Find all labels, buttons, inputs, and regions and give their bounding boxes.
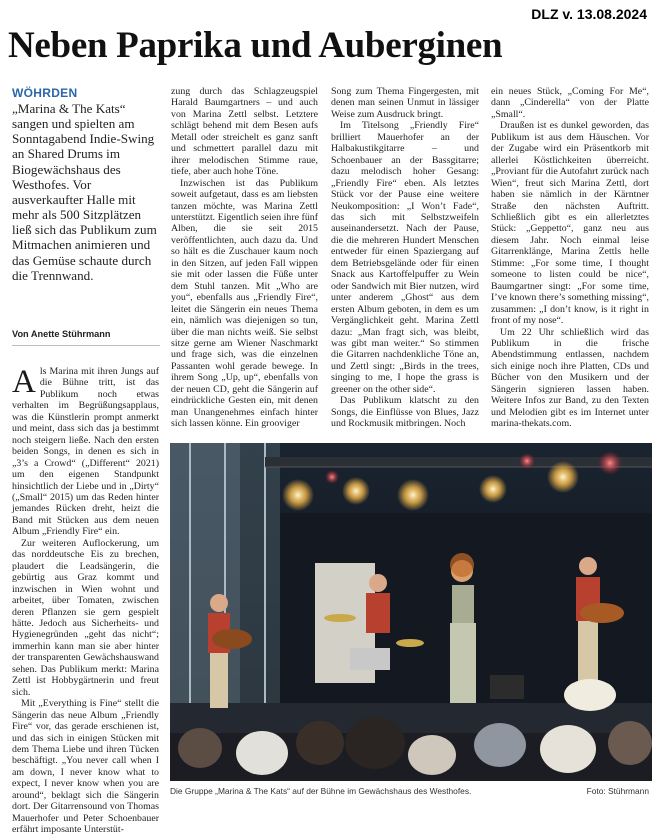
paragraph: Mit „Everything is Fine“ stellt die Sängerin das neue Album „Friendly Fire“ vor, das gerade erschienen ist, und das sich in einigen Stücken mit dem Thema Liebe und ihren Tücken beschäftigt. „You never call when I am down, I never know what to expect, I never know when you are around“, beklagt sich die Sängerin dort. Der Gitarrensound von Thomas Mauerhofer und Peter Schoenbauer erfährt imposante Unterstüt- — [12, 698, 159, 836]
lead-paragraph: „Marina & The Kats“ sangen und spielten am Sonntagabend Indie-Swing an Shared Drums im Biogewächshaus des Westhofes. Vor ausverkaufter Halle mit mehr als 500 Sitzplätzen ließ sich das Publikum zum Mitmachen animieren und das Gemüse schaute durch die Trennwand. — [12, 101, 157, 283]
article-column-1 — [12, 366, 159, 836]
paragraph: Um 22 Uhr schließlich wird das Publikum in die frische Abendstimmung entlassen, nachdem sich einige noch ihre Platten, CDs und Bücher von den Musikern und der Sängerin signieren lassen haben. Weitere Infos zur Band, zu den Texten und Melodien gibt es im Internet unter marina-thekats.com. — [491, 326, 649, 430]
byline: Von Anette Stührmann — [12, 329, 111, 339]
photo-credit: Foto: Stührmann — [586, 786, 649, 796]
paragraph: Inzwischen ist das Publikum soweit aufgetaut, dass es am liebsten tanzen möchte, was Marina Zettl unterstützt. Eigentlich seien ihre fünf Alben, die sie seit 2015 veröffentlichten, auch dazu da. Und so hält es die Zuschauer kaum noch in den Sitzen, auf jeden Fall wippen sie mit oder lassen die Füße unter dem Stuhl tanzen. Mit „Who are you“, ebenfalls aus „Friendly Fire“, leitet die Sängerin ein neues Thema ein, nämlich was diejenigen so tun, über die man nichts weiß. Sie selbst sitze gerne am Wiener Naschmarkt und frage sich, was die einzelnen Passanten wohl gerade bewege. In ihrem Song „Up, up“, ebenfalls von der neuen CD, geht die Sängerin auf eindrückliche Gesten ein, mit denen man Unangenehmes einfach hinter sich lassen könne. Ein grooviger — [171, 177, 318, 430]
paragraph: Im Titelsong „Friendly Fire“ brilliert Mauerhofer an der Halbakustikgitarre – und Schoenbauer an der Bassgitarre; dazu melodisch hoher Gesang: „Friendly Fire“ eben. Als letztes Stück vor der Pause eine weitere Neukomposition: „I Won’t Fade“, das sich mit Selbstzweifeln auseinandersetzt. Nach der Pause, die die mehreren Hundert Menschen entweder für einen Spaziergang auf dem Betriebsgelände oder für einen Snack aus Kartoffelpuffer zu Wein oder Sandwich mit Bier nutzen, wird unter anderem „Ghost“ aus dem ersten Album geboten, in dem es um Vergänglichkeit geht. Marina Zettl dazu: „Man fragt sich, was bleibt, was gibt man weiter.“ So stimmen die Gitarren nachdenkliche Töne an, und Zettl singt: „Birds in the trees, singing to me, I hope the grass is greener on the other side“. — [331, 120, 479, 395]
stage-illustration — [170, 443, 652, 781]
paragraph: Als Marina mit ihren Jungs auf die Bühne tritt, ist das Publikum noch etwas verhalten im Begrüßungsapplaus, was die Künstlerin prompt anmerkt und meint, dass sich das ja bestimmt noch steigern ließe. Nach den ersten beiden Songs, in denen es sich in „3’s a Crowd“ („Different“ 2021) um den eigenen Standpunkt hinsichtlich der Liebe und in „Dirty“ („Small“ 2015) um das Reden hinter jemandes Rücken dreht, heizt die Band mit Stücken aus dem neuen Album „Friendly Fire“ ein. — [12, 364, 159, 538]
article-column-3 — [331, 86, 479, 430]
photo-caption: Die Gruppe „Marina & The Kats“ auf der Bühne im Gewächshaus des Westhofes. — [170, 786, 472, 796]
headline: Neben Paprika und Auberginen — [8, 25, 503, 66]
paragraph: Song zum Thema Fingergesten, mit denen man seinen Unmut in lässiger Weise zum Ausdruck bringt. — [331, 86, 479, 120]
source-label: DLZ v. 13.08.2024 — [531, 6, 647, 22]
paragraph: zung durch das Schlagzeugspiel Harald Baumgartners – und auch von Marina Zettl selbst. Letztere schlägt behend mit dem Besen aufs Metall oder streichelt es ganz sanft und schmettert parallel dazu mit ihrer melodischen Stimme raue, tiefe, aber auch hohe Töne. — [171, 86, 318, 178]
paragraph: Zur weiteren Auflockerung, um das norddeutsche Eis zu brechen, plaudert die Leadsängerin, die gebürtig aus Graz kommt und inzwischen in Wien wohnt und arbeitet, über Tomaten, zwischen deren Pflanzen sie gern gespielt hätte. Jedoch aus Sicherheits- und Hygienegründen „geht das nicht“; immerhin kann man sie aber hinter der transparenten Gewächshauswand sehen. Das Publikum merkt: Marina Zettl ist Hobbygärtnerin und freut sich. — [12, 537, 159, 698]
paragraph: Draußen ist es dunkel geworden, das Publikum ist aus dem Häuschen. Vor der Zugabe wird ein Präsentkorb mit allerlei Köstlichkeiten überreicht. „Proviant für die Autofahrt zurück nach Wien“, freut sich Marina Zettl, dort haben sie nämlich in der Kärntner Straße den nächsten Auftritt. Schließlich gibt es ein allerletztes Stück: „Geppetto“, ganz neu aus diesem Jahr. Noch einmal leise Gitarrenklänge, Marina Zettls helle Stimme: „For some time, I thought someone to listen could be nice“, Baumgartner singt: „For some time, I’ve known there’s something missing“, zusammen: „I don’t know, is it right in front of my nose“. — [491, 120, 649, 327]
divider — [12, 345, 160, 346]
article-column-4 — [491, 86, 649, 430]
paragraph: ein neues Stück, „Coming For Me“, dann „Cinderella“ von der Platte „Small“. — [491, 86, 649, 120]
dateline: WÖHRDEN — [12, 86, 78, 100]
article-column-2 — [171, 86, 318, 430]
paragraph: Das Publikum klatscht zu den Songs, die Einflüsse von Blues, Jazz und Rockmusik mitbringen. Noch — [331, 395, 479, 430]
dropcap: A — [12, 364, 36, 400]
concert-photo — [170, 443, 652, 781]
